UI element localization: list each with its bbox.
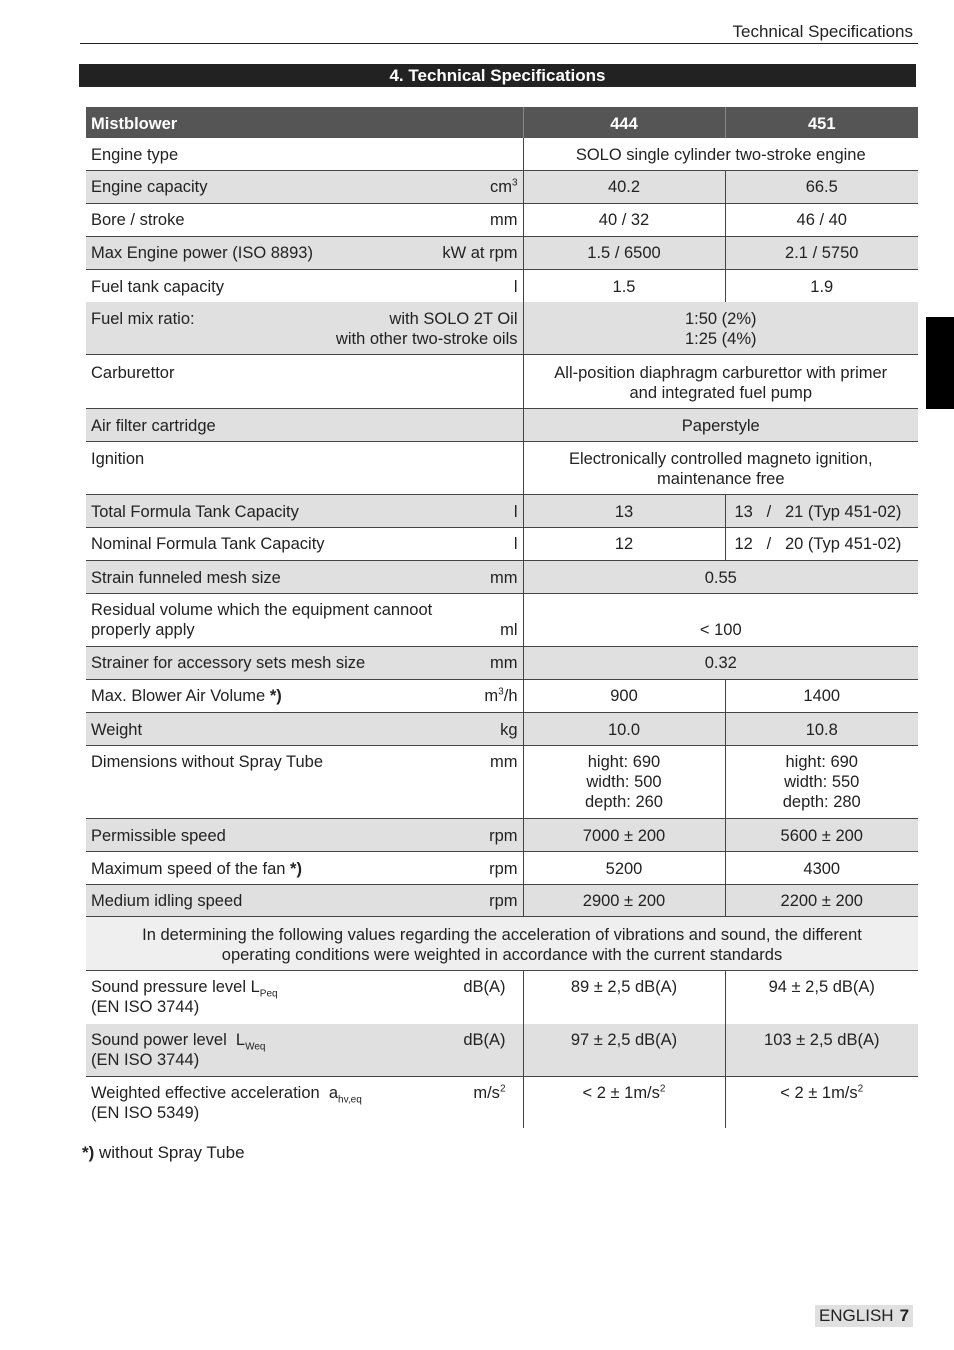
row-value: 1:50 (2%) (684, 310, 757, 328)
value-451: 12 / 20 (Typ 451-02) (734, 535, 902, 553)
row-label: Strain funneled mesh size (91, 569, 281, 587)
value-451: 10.8 (805, 721, 838, 739)
table-row (86, 971, 918, 1025)
value-451: 4300 (803, 860, 841, 878)
table-row (86, 885, 918, 917)
row-label: Max Engine power (ISO 8893) (91, 244, 313, 262)
row-label: Permissible speed (91, 827, 226, 845)
table-row (86, 1024, 918, 1077)
row-unit: $cm^3$ (489, 177, 518, 196)
row-label: Bore / stroke (91, 211, 185, 229)
value-451: 1.9 (810, 278, 834, 296)
value-444: 1.5 (523, 270, 725, 303)
row-label-standard: (EN ISO 5349) (91, 1104, 200, 1122)
table-row (86, 204, 918, 237)
dimension-value: hight: 690 (587, 753, 661, 771)
row-value: 1:25 (4%) (684, 330, 757, 348)
row-unit: mm (490, 654, 518, 672)
value-444: 13 (523, 495, 725, 528)
row-label: Sound pressure level $L_{Peq}$ (91, 978, 278, 1000)
note-text: In determining the following values regarding the acceleration of vibrations and sound, the different (142, 926, 862, 944)
row-label: Residual volume which the equipment cannoot (91, 601, 433, 619)
row-label: Carburettor (86, 355, 523, 409)
row-value: All-position diaphragm carburettor with primer (554, 364, 888, 382)
row-unit: l (513, 503, 518, 521)
row-value: < 100 (699, 621, 742, 639)
row-label: Nominal Formula Tank Capacity (91, 535, 325, 553)
spec-table (86, 107, 918, 1128)
value-444: 89 ± 2,5 dB(A) (523, 971, 725, 1025)
header-rule (80, 43, 918, 44)
row-label: Medium idling speed (91, 892, 243, 910)
table-row (86, 442, 918, 495)
row-value: maintenance free (657, 470, 785, 488)
row-unit: l (513, 278, 518, 296)
row-value: 0.32 (704, 654, 737, 672)
table-row (86, 561, 918, 594)
row-unit: l (513, 535, 518, 553)
row-label: Air filter cartridge (86, 409, 523, 442)
row-label: Strainer for accessory sets mesh size (91, 654, 366, 672)
table-row (86, 680, 918, 713)
table-row (86, 713, 918, 746)
value-444: 1.5 / 6500 (523, 237, 725, 270)
dimension-value: depth: 280 (782, 793, 861, 811)
value-451: 2.1 / 5750 (785, 244, 859, 262)
row-label: Sound power level $L_{Weq}$ (91, 1031, 266, 1053)
table-row (86, 746, 918, 819)
row-unit: mm (490, 211, 518, 229)
row-value: Paperstyle (681, 417, 760, 435)
row-value: and integrated fuel pump (629, 384, 813, 402)
header-model-444: 444 (523, 107, 725, 138)
running-header: Technical Specifications (732, 22, 913, 41)
row-unit: dB(A) (463, 978, 506, 996)
table-row (86, 302, 918, 355)
table-header-row (86, 107, 918, 138)
dimension-value: width: 500 (586, 773, 662, 791)
row-unit: mm (490, 569, 518, 587)
table-row (86, 270, 918, 303)
row-unit: mm (490, 753, 518, 771)
row-label: Fuel mix ratio: (91, 310, 195, 328)
table-row (86, 819, 918, 852)
row-label: Engine capacity (91, 178, 208, 196)
value-444: 40 / 32 (523, 204, 725, 237)
row-sublabel: with other two-stroke oils (335, 330, 518, 348)
row-sublabel: with SOLO 2T Oil (389, 310, 518, 328)
row-label: Weight (91, 721, 143, 739)
value-444: 12 (523, 528, 725, 561)
row-label: Fuel tank capacity (91, 278, 224, 296)
table-row (86, 495, 918, 528)
row-unit: rpm (489, 892, 518, 910)
row-label-standard: (EN ISO 3744) (91, 1051, 200, 1069)
table-row (86, 528, 918, 561)
row-unit: kW at rpm (442, 244, 518, 262)
row-label: Ignition (86, 442, 523, 495)
chapter-tab-marker (926, 317, 954, 409)
value-444: 7000 ± 200 (523, 819, 725, 852)
value-451: 13 / 21 (Typ 451-02) (734, 503, 902, 521)
table-row (86, 171, 918, 204)
row-value: SOLO single cylinder two-stroke engine (575, 146, 866, 164)
value-451: 2200 ± 200 (780, 892, 863, 910)
table-row (86, 409, 918, 442)
table-row (86, 852, 918, 885)
row-label: Dimensions without Spray Tube (91, 753, 324, 771)
value-451: 66.5 (805, 178, 838, 196)
row-label: Weighted effective acceleration $a_{hv,eq}$ (91, 1084, 362, 1106)
table-row (86, 138, 918, 171)
page-footer (815, 1305, 913, 1327)
dimension-value: hight: 690 (785, 753, 858, 771)
row-unit: dB(A) (463, 1031, 506, 1049)
table-row-note (86, 917, 918, 971)
row-unit: $m^3/h$ (484, 686, 518, 705)
value-444: 900 (523, 680, 725, 713)
row-label: Max. Blower Air Volume *) (91, 687, 282, 705)
header-model-451: 451 (807, 115, 836, 133)
table-row (86, 237, 918, 270)
dimension-value: width: 550 (784, 773, 860, 791)
row-label-standard: (EN ISO 3744) (91, 998, 200, 1016)
row-label: Total Formula Tank Capacity (91, 503, 299, 521)
row-value: 0.55 (704, 569, 737, 587)
section-title: 4. Technical Specifications (79, 64, 916, 87)
footnote: *) without Spray Tube (82, 1143, 245, 1162)
table-row (86, 1077, 918, 1129)
row-label: Engine type (86, 138, 523, 171)
value-444: 2900 ± 200 (523, 885, 725, 917)
row-value: Electronically controlled magneto ignition, (568, 450, 873, 468)
table-row (86, 355, 918, 409)
note-text: operating conditions were weighted in accordance with the current standards (221, 946, 783, 964)
value-451: 46 / 40 (796, 211, 847, 229)
value-444: < $2 \pm 1m/s^2$ (523, 1077, 725, 1129)
value-444: 10.0 (523, 713, 725, 746)
row-unit: kg (500, 721, 518, 739)
value-451: < $2 \pm 1m/s^2$ (780, 1083, 864, 1102)
table-row (86, 594, 918, 647)
row-unit: rpm (489, 827, 518, 845)
value-451: 103 ± 2,5 dB(A) (764, 1031, 880, 1049)
footer-language: ENGLISH (818, 1306, 894, 1325)
value-451: 1400 (803, 687, 841, 705)
value-444: 97 ± 2,5 dB(A) (523, 1024, 725, 1077)
page-number: 7 (899, 1306, 910, 1325)
table-row (86, 647, 918, 680)
row-unit: $m/s^2$ (473, 1083, 506, 1102)
row-label: properly apply (91, 621, 195, 639)
row-unit: ml (500, 621, 518, 639)
dimension-value: depth: 260 (585, 793, 663, 811)
value-444: 5200 (523, 852, 725, 885)
value-451: 94 ± 2,5 dB(A) (768, 978, 875, 996)
row-label: Maximum speed of the fan *) (91, 860, 302, 878)
header-label: Mistblower (86, 107, 523, 138)
value-444: 40.2 (523, 171, 725, 204)
value-451: 5600 ± 200 (780, 827, 863, 845)
row-unit: rpm (489, 860, 518, 878)
